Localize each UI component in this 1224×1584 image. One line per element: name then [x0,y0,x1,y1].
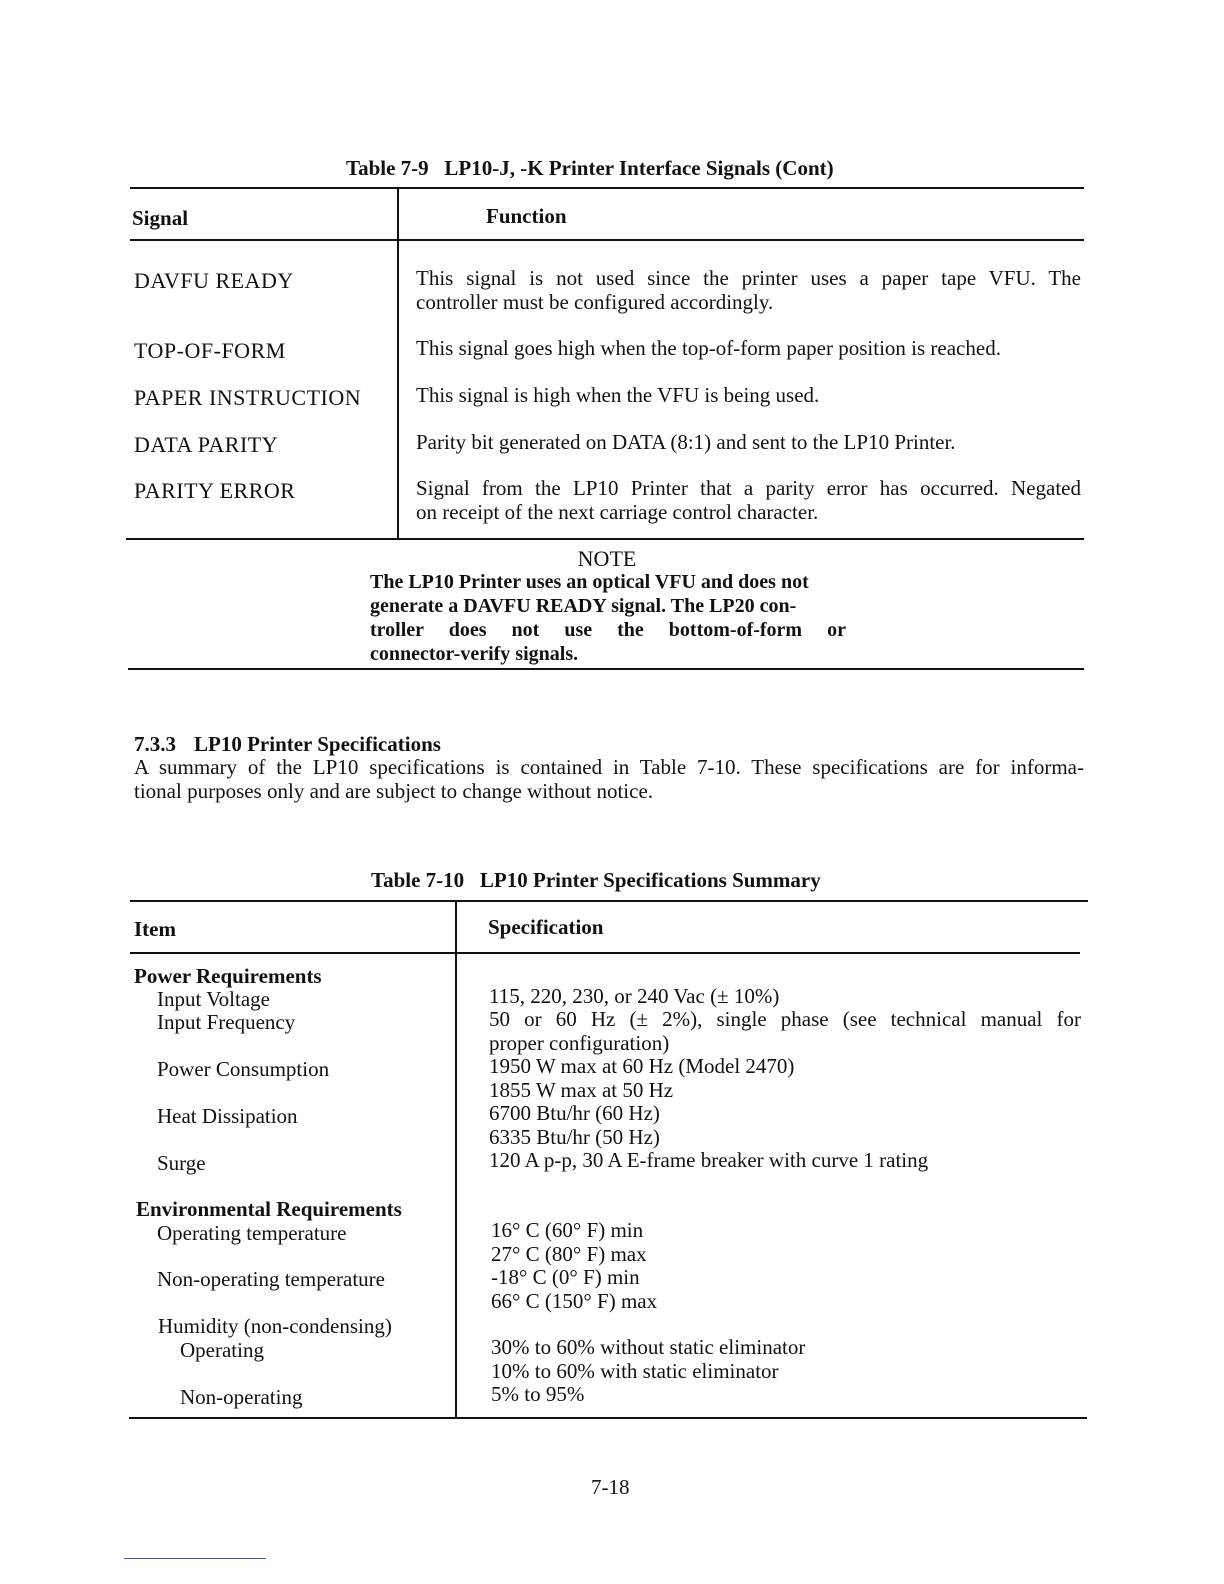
table-row-signal: DAVFU READY [134,268,294,293]
spec-value: 1855 W max at 50 Hz [489,1078,674,1102]
table-row-function: Parity bit generated on DATA (8:1) and sent to the LP10 Printer. [416,430,956,454]
section-paragraph-line: A summary of the LP10 specifications is contained in Table 7-10. These specifications are for informa- [134,755,1084,779]
function-column-header: Function [486,204,567,228]
table-row-function: on receipt of the next carriage control character. [416,500,819,524]
table-7-10-bottom-rule [129,1417,1087,1419]
table-row-signal: PAPER INSTRUCTION [134,385,362,410]
item-label: Non-operating [180,1385,303,1409]
page-number: 7-18 [591,1475,630,1499]
table-7-9-bottom-rule [126,538,1084,540]
spec-value: 6700 Btu/hr (60 Hz) [489,1101,660,1125]
spec-value: 120 A p-p, 30 A E-frame breaker with curve 1 rating [489,1148,929,1172]
table-row-function: This signal is not used since the printer uses a paper tape VFU. The [416,266,1081,290]
item-label: Surge [157,1151,206,1175]
specification-column-header: Specification [488,915,604,939]
section-heading [134,732,441,757]
table-7-9-top-rule [130,187,1084,189]
section-paragraph-line: tional purposes only and are subject to change without notice. [134,779,654,803]
spec-value: -18° C (0° F) min [491,1265,640,1289]
table-7-10-top-rule [130,900,1088,902]
spec-value: 5% to 95% [491,1382,585,1406]
table-row-function: controller must be configured accordingly. [416,290,774,314]
spec-value: 10% to 60% with static eliminator [491,1359,779,1383]
note-line: generate a DAVFU READY signal. The LP20 con- [370,595,797,617]
item-label: Power Consumption [157,1057,330,1081]
item-label: Operating [180,1338,264,1362]
table-row-function: This signal is high when the VFU is being used. [416,383,820,407]
spec-value: 50 or 60 Hz (± 2%), single phase (see technical manual for [489,1007,1081,1031]
table-row-signal: TOP-OF-FORM [134,338,286,363]
note-bottom-rule [128,668,1084,670]
note-line: connector-verify signals. [370,643,579,665]
section-number: 7.3.3 [134,732,176,756]
note-body [370,570,846,666]
item-column-header: Item [134,917,176,941]
bottom-edge-mark [124,1558,266,1559]
table-7-9-caption: Table 7-9 LP10-J, -K Printer Interface Signals (Cont) [346,156,834,180]
spec-value: 115, 220, 230, or 240 Vac (± 10%) [489,984,780,1008]
table-7-10-caption: Table 7-10 LP10 Printer Specifications Summary [371,868,821,892]
power-requirements-heading: Power Requirements [134,964,322,988]
signal-column-header: Signal [132,206,189,230]
note-line: The LP10 Printer uses an optical VFU and does not [370,571,809,593]
note-title: NOTE [577,546,637,571]
note-line: troller does not use the bottom-of-form or [370,619,846,641]
environmental-requirements-heading: Environmental Requirements [136,1197,402,1221]
spec-value: 6335 Btu/hr (50 Hz) [489,1125,660,1149]
item-label: Input Frequency [157,1010,296,1034]
spec-value: 30% to 60% without static eliminator [491,1335,806,1359]
spec-value: proper configuration) [489,1031,670,1055]
table-7-9-header-rule [130,239,1084,241]
table-row-function: This signal goes high when the top-of-form paper position is reached. [416,336,1001,360]
table-row-signal: DATA PARITY [134,432,279,457]
spec-value: 1950 W max at 60 Hz (Model 2470) [489,1054,795,1078]
table-row-function: Signal from the LP10 Printer that a parity error has occurred. Negated [416,476,1081,500]
item-label: Input Voltage [157,987,270,1011]
item-label: Heat Dissipation [157,1104,298,1128]
item-label: Humidity (non-condensing) [158,1314,392,1338]
item-label: Operating temperature [157,1221,347,1245]
section-title: LP10 Printer Specifications [194,732,441,756]
item-label: Non-operating temperature [157,1267,385,1291]
spec-value: 16° C (60° F) min [491,1218,644,1242]
table-row-signal: PARITY ERROR [134,478,296,503]
table-7-10-column-divider [455,901,457,1419]
table-7-10-header-rule [130,952,1080,954]
spec-value: 66° C (150° F) max [491,1289,658,1313]
spec-value: 27° C (80° F) max [491,1242,647,1266]
